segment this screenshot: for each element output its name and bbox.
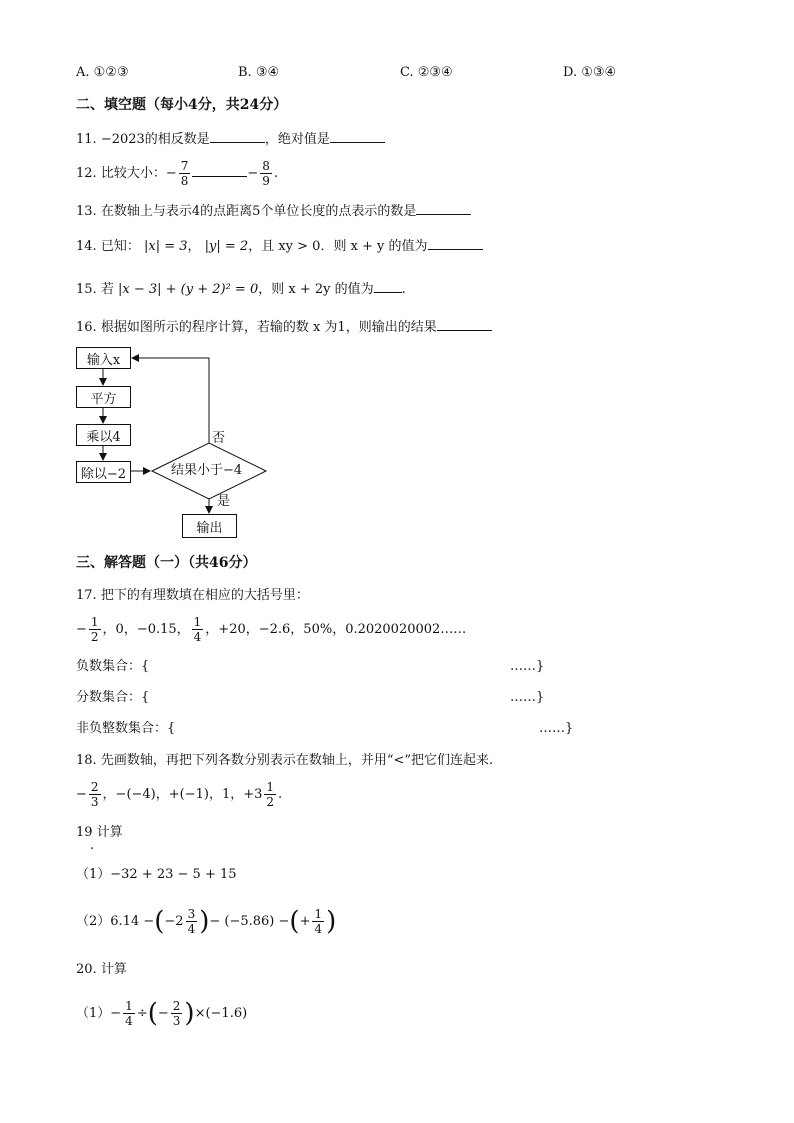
- q14-label: 已知：: [100, 239, 140, 254]
- q19-fraction-1: $\frac{3}{4}$: [187, 907, 196, 936]
- q17-fraction-2: $\frac{1}{4}$: [193, 615, 202, 644]
- q17-set-fraction: 分数集合：{: [76, 690, 150, 705]
- q14-number: 14.: [76, 239, 97, 254]
- q18-number: 18.: [76, 753, 97, 768]
- q20-part1: （1）− $\frac{1}{4}$ ÷(− $\frac{2}{3}$ )×(−1.6): [76, 998, 248, 1029]
- flow-no-label: 否: [212, 431, 226, 446]
- q20-fraction-1: $\frac{1}{4}$: [125, 999, 133, 1028]
- q13-text: 在数轴上与表示4的点距离5个单位长度的点表示的数是: [100, 204, 417, 219]
- q17-fraction-1: $\frac{1}{2}$: [90, 615, 99, 644]
- flow-input-box: 输入x: [76, 347, 131, 369]
- q19-part1: （1）−32 + 23 − 5 + 15: [76, 867, 237, 882]
- flow-yes-label: 是: [217, 494, 231, 509]
- q20-number: 20.: [76, 962, 97, 977]
- q19-fraction-2: $\frac{1}{4}$: [314, 907, 323, 936]
- q15-number: 15.: [76, 282, 97, 297]
- flow-square-box: 平方: [76, 386, 131, 408]
- q11-part2: ，绝对值是: [264, 132, 330, 147]
- question-14: 14. 已知： |x| = 3， |y| = 2，且 xy > 0．则 x + y 的值为: [76, 237, 483, 255]
- q15-mid: ，则 x + 2y 的值为: [258, 282, 374, 297]
- flow-output-box: 输出: [182, 514, 237, 538]
- q19-number: 19: [76, 825, 93, 840]
- q19-dot: .: [90, 838, 95, 853]
- q18-fraction-1: $\frac{2}{3}$: [90, 780, 99, 809]
- question-17: [76, 588, 309, 604]
- q15-label: 若: [100, 282, 114, 297]
- q17-set-negative: 负数集合：{: [76, 659, 150, 674]
- q14-abs-y: |y| = 2: [204, 239, 249, 254]
- q18-fraction-2: $\frac{1}{2}$: [266, 780, 275, 809]
- q12-number: 12.: [76, 166, 97, 181]
- q19-text: 计算: [96, 825, 123, 840]
- q20-fraction-2: $\frac{2}{3}$: [172, 999, 181, 1028]
- q17-numbers: − $\frac{1}{2}$ ，0，−0.15， $\frac{1}{4}$ ，+20，−2.6，50%，0.2020020002……: [76, 615, 467, 644]
- q16-text: 根据如图所示的程序计算，若输的数 x 为1，则输出的结果: [100, 320, 437, 335]
- choice-a: A. ①②③: [76, 65, 129, 80]
- q17-set-nonneg-int-end: ……}: [539, 721, 574, 736]
- q17-text: 把下的有理数填在相应的大括号里：: [100, 588, 309, 603]
- q15-expression: |x − 3| + (y + 2)² = 0: [117, 282, 259, 297]
- choice-b: B. ③④: [238, 65, 280, 80]
- q12-label: 比较大小：: [100, 166, 166, 181]
- flow-divide-box: 除以−2: [76, 461, 131, 483]
- q20-text: 计算: [100, 962, 127, 977]
- q13-number: 13.: [76, 204, 97, 219]
- q17-number: 17.: [76, 588, 97, 603]
- question-18: [76, 753, 493, 769]
- q18-text: 先画数轴，再把下列各数分别表示在数轴上，并用“<”把它们连起来.: [100, 753, 494, 768]
- q16-number: 16.: [76, 320, 97, 335]
- q11-part1: −2023的相反数是: [100, 132, 210, 147]
- question-19: [76, 825, 123, 841]
- flow-condition-text: 结果小于−4: [171, 463, 243, 478]
- question-20: [76, 962, 127, 978]
- q15-end: .: [401, 282, 406, 297]
- q12-fraction-2: $\frac{8}{9}$: [262, 159, 270, 188]
- q17-set-nonneg-int: 非负整数集合：{: [76, 721, 176, 736]
- q14-abs-x: |x| = 3: [143, 239, 188, 254]
- flow-multiply-box: 乘以4: [76, 424, 131, 446]
- section3-title: 三、解答题（一）（共46分）: [76, 555, 257, 571]
- q12-end: .: [273, 166, 279, 181]
- choice-c: C. ②③④: [400, 65, 453, 80]
- question-12: 12. 比较大小：− $\frac{7}{8}$ − $\frac{8}{9}$ .: [76, 159, 279, 188]
- q17-set-fraction-end: ……}: [510, 690, 545, 705]
- q12-fraction-1: $\frac{7}{8}$: [180, 159, 189, 188]
- section2-title: 二、填空题（每小4分，共24分）: [76, 97, 288, 113]
- q17-set-negative-end: ……}: [510, 659, 545, 674]
- q18-numbers: − $\frac{2}{3}$ ，−(−4)，+(−1)，1，+3 $\frac{1}{2}$ .: [76, 780, 283, 809]
- choice-d: D. ①③④: [563, 65, 617, 80]
- q14-condition: ，且 xy > 0．则 x + y 的值为: [248, 239, 428, 254]
- q11-number: 11.: [76, 132, 97, 147]
- q19-part2: （2）6.14 −(−2 $\frac{3}{4}$ )− (−5.86) −(+ $\frac{1}{4}$ ): [76, 906, 337, 937]
